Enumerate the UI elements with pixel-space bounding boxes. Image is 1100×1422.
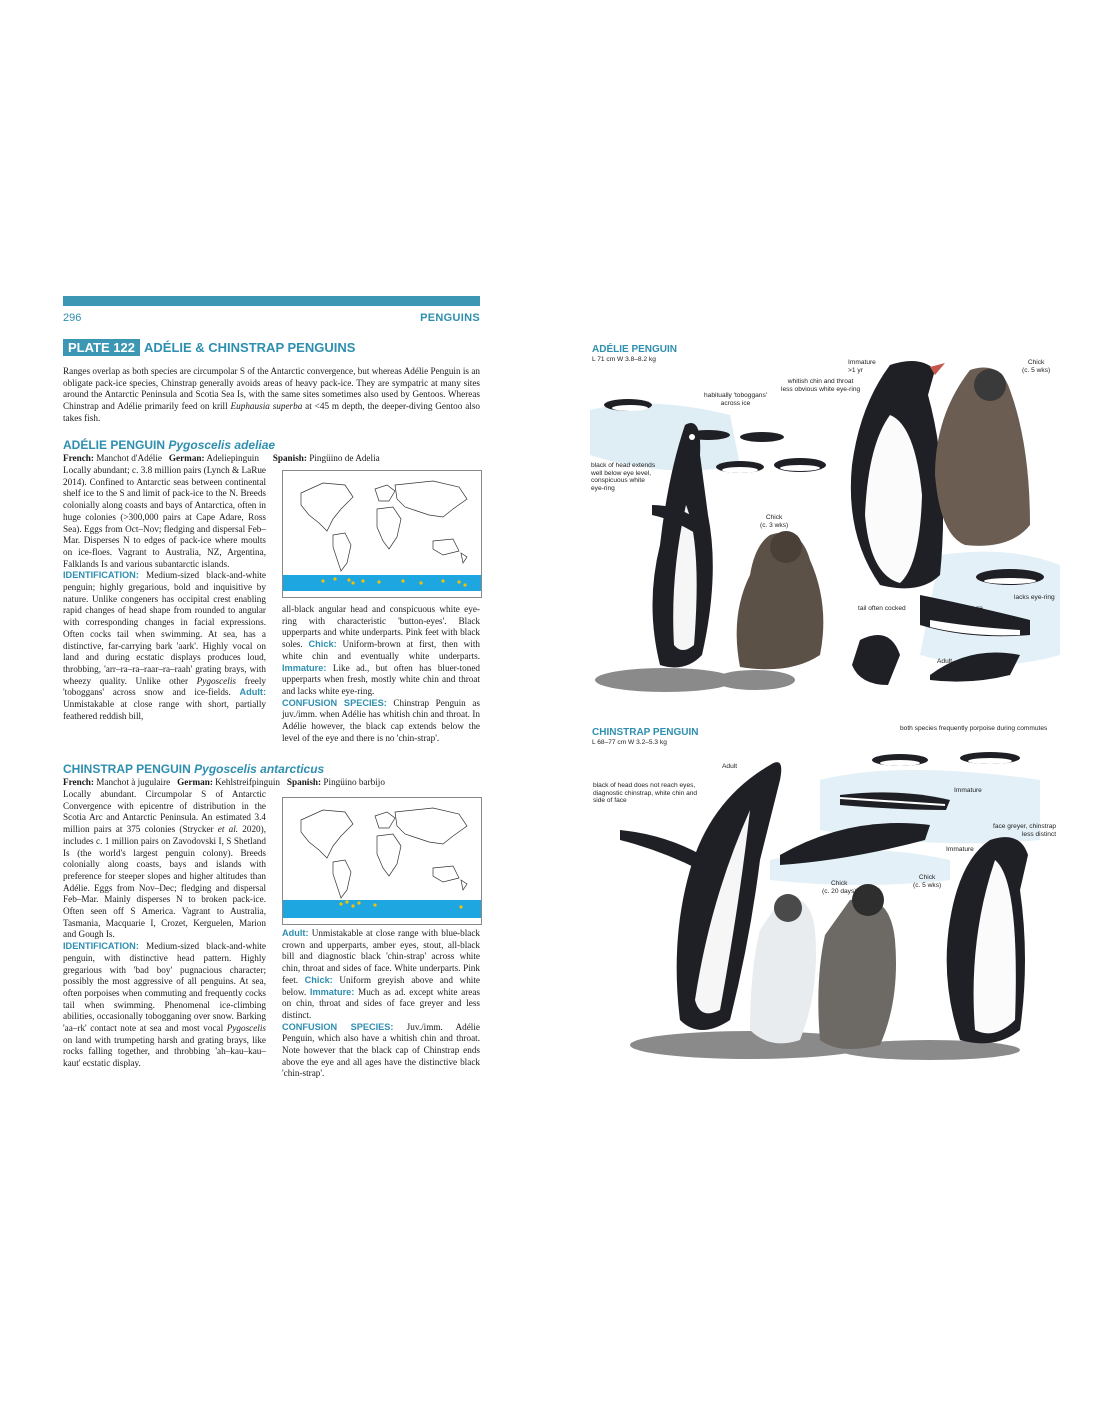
label-chick-5wks: Chick (c. 5 wks) <box>1022 359 1051 374</box>
adelie-chick-5wks <box>935 368 1030 546</box>
chinstrap-world-map <box>283 798 481 924</box>
intro-paragraph: Ranges overlap as both species are circumpolar S of the Antarctic convergence, but whereas Adélie Penguin is an obligate pack-ice species, Chinstrap generally avoids areas of heavy pack-ice. They are sympatric at many sites around the Antarctic Peninsula and Scotia Sea Is, with the same sites sometimes also used by Gentoos. Whereas Chinstrap and Adélie primarily feed on krill Euphausia superba at <45 m depth, the deeper-diving Gentoo also takes fish. <box>63 366 480 423</box>
label-immature-swim: Immature <box>954 787 982 794</box>
label-immature-1yr: Immature >1 yr <box>848 359 876 374</box>
plate-title: ADÉLIE & CHINSTRAP PENGUINS <box>144 340 356 355</box>
chinstrap-chick-20days <box>750 894 816 1043</box>
chinstrap-column-1 <box>63 789 266 1070</box>
label-whitish-chin: whitish chin and throat less obvious white eye-ring <box>781 378 861 393</box>
label-adult-swim: Adult <box>835 835 851 842</box>
chinstrap-status: Locally abundant. Circumpolar S of Antarctic Convergence with epicentre of distribution in the Scotia Arc and Antarctic Peninsula. An estimated 3.4 million pairs at 375 colonies (Strycker et al. 2020), includes c. 1 million pairs on Zavodovski I, S Shetland Is (the world's largest penguin colony). Breeds colonially along coasts, bays and islands with preference for steeper slopes and higher altitudes than Adélie. Eggs from Nov–Dec; fledging and dispersal Feb–Mar. Mainly disperses N to broken pack-ice. Often seen off S America. Vagrant to Australia, Tasmania, Macquarie I, Crozet, Kerguelen, Marion and Gough Is. <box>63 789 267 940</box>
label-chick-5wks-chin: Chick (c. 5 wks) <box>913 874 942 889</box>
chinstrap-description: Adult: Unmistakable at close range with blue-black crown and upperparts, amber eyes, stout, all-black bill and diagnostic black 'chin-strap' across white chin, throat and sides of face. White underparts. Pink feet. Chick: Uniform greyish above and white below. Immature: Much as ad. except white areas on chin, throat and sides of face greyer and less distinct. <box>282 928 481 1020</box>
label-immature-chin: Immature <box>946 846 974 853</box>
chinstrap-immature <box>947 837 1028 1043</box>
label-lacks-eye-ring: lacks eye-ring <box>1014 594 1055 601</box>
page-number: 296 <box>63 312 82 324</box>
plate-badge: PLATE 122 <box>63 339 140 356</box>
label-adult: Adult <box>937 658 953 665</box>
label-toboggans: habitually 'toboggans' across ice <box>704 392 768 407</box>
chinstrap-names-line: French: Manchot à jugulaire German: Kehlstreifpinguin Spanish: Pingüino barbijo <box>63 777 385 787</box>
adelie-names-line: French: Manchot d'Adélie German: Adeliepinguin Spanish: Pingüino de Adelia <box>63 453 380 463</box>
label-face-greyer: face greyer, chinstrap less distinct <box>993 823 1057 838</box>
label-black-head: black of head extends well below eye level, conspicuous white eye-ring <box>591 462 656 492</box>
adelie-heading: ADÉLIE PENGUIN Pygoscelis adeliae <box>63 438 276 452</box>
adelie-plate-title: ADÉLIE PENGUIN L 71 cm W 3.8–8.2 kg <box>592 344 678 363</box>
label-chick-3wks: Chick (c. 3 wks) <box>760 514 789 529</box>
chinstrap-identification: IDENTIFICATION: Medium-sized black-and-white penguin, with distinctive head pattern. Highly gregarious with 'bad boy' pugnacious character; possibly the most aggressive of all penguins. At sea, often porpoises when commuting and frequently cocks tail when swimming. Phenomenal ice-climbing abilities, occasionally tobogganing over snow. Barking 'aa–rk' contact note at sea and most vocal Pygoscelis on land with trumpeting harsh and grating brays, like rocks falling together, and throbbing 'ah–kau–kau–kaut' ecstatic display. <box>63 941 266 1069</box>
chinstrap-column-2 <box>282 928 480 1080</box>
chinstrap-heading: CHINSTRAP PENGUIN Pygoscelis antarcticus <box>63 762 325 776</box>
running-title: PENGUINS <box>420 312 480 324</box>
chinstrap-plate-title: CHINSTRAP PENGUIN L 68–77 cm W 3.2–5.3 kg <box>592 727 699 746</box>
adelie-world-map <box>283 471 481 597</box>
chinstrap-confusion: CONFUSION SPECIES: Juv./imm. Adélie Penguin, which also have a whitish chin and throat. Note however that the black cap of Chinstrap ends above the eye and all ages have the distinctive black 'chin-strap'. <box>282 1021 480 1079</box>
label-porpoise: both species frequently porpoise during commutes <box>900 725 1048 732</box>
adelie-illustration <box>590 355 1060 700</box>
label-black-head-chin: black of head does not reach eyes, diagnostic chinstrap, white chin and side of face <box>593 782 698 805</box>
label-tail-cocked: tail often cocked <box>858 605 906 612</box>
adelie-immature-1yr <box>851 361 945 588</box>
adelie-confusion: CONFUSION SPECIES: Chinstrap Penguin as juv./imm. when Adélie has whitish chin and throat. In Adélie however, the black cap extends below the level of the eye and there is no 'chin-strap'. <box>282 697 480 743</box>
adelie-column-1 <box>63 465 266 722</box>
adelie-status: Locally abundant; c. 3.8 million pairs (Lynch & LaRue 2014). Confined to Antarctic seas between continental shelf ice to the S and limit of pack-ice to the N. Breeds colonially along coasts and bays of Antarctica, often in huge colonies (>300,000 pairs at Cape Adare, Ross Sea). Eggs from Oct–Nov; fledging and dispersal Feb–Mar. Disperses N to edges of pack-ice where moults on ice-floes. Vagrant to Australia, NZ, Argentina, Falklands Is and various subantarctic islands. <box>63 465 266 569</box>
adelie-range-map <box>282 470 482 598</box>
adelie-chick-3wks <box>737 531 824 669</box>
label-immature-6mos: Immature (c. 6 mos) <box>955 605 985 620</box>
label-chick-20days: Chick (c. 20 days) <box>822 880 857 895</box>
chinstrap-range-map <box>282 797 482 925</box>
label-adult-top: Adult <box>722 763 738 770</box>
adelie-column-2 <box>282 604 480 744</box>
chinstrap-chick-5wks <box>818 884 896 1049</box>
adelie-identification: IDENTIFICATION: Medium-sized black-and-white penguin; highly gregarious, bold and inquisitive by nature. Unlike congeners has occipital crest enabling rapid changes of head shape from rounded to angular with corresponding changes in facial expressions. Often cocks tail when swimming. At sea, has a distinctive, far-carrying bark 'aark'. Highly vocal on land and during ecstatic displays produces loud, throbbing, 'arr–ra–ra–raar–ra–raah' grating brays, with wheezy quality. Unlike other Pygoscelis freely 'toboggans' across snow and ice-fields. Adult: Unmistakable at close range with short, partially feathered reddish bill, <box>63 570 266 721</box>
adelie-description: all-black angular head and conspicuous white eye-ring with characteristic 'button-eyes'. Black upperparts and white underparts. Pink feet with black soles. Chick: Uniform-brown at first, then with white chin and eventually white underparts. Immature: Like ad., but often has bluer-toned upperparts when fresh, mostly white chin and throat and lacks white eye-ring. <box>282 604 481 696</box>
header-rule <box>63 296 480 306</box>
